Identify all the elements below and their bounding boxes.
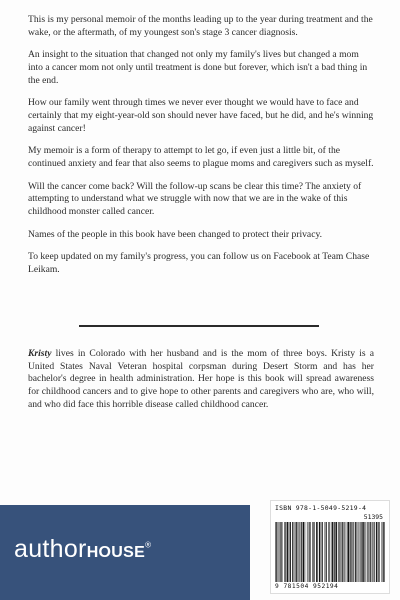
barcode-bar xyxy=(355,522,356,582)
barcode-bar xyxy=(334,522,335,582)
author-bio-text: lives in Colorado with her husband and is the mom of three boys. Kristy is a United States Naval Veteran hospital corpsman during Desert Storm and has her bachelor's degree in health administration. Her hope is this book will spread awareness for childhood cancers and to give hope to other parents and caregivers who are, who will, and who did face this horrible disease called childhood cancer. xyxy=(28,348,374,410)
barcode-bar xyxy=(326,522,327,582)
barcode-bar xyxy=(342,522,343,582)
barcode-bar xyxy=(280,522,281,582)
publisher-logo xyxy=(14,535,151,564)
barcode-bar xyxy=(290,522,291,582)
barcode-bar xyxy=(319,522,320,582)
barcode-bar xyxy=(363,522,364,582)
barcode-bar xyxy=(296,522,297,582)
barcode-bar xyxy=(321,522,322,582)
barcode-bar xyxy=(363,522,364,582)
barcode-bar xyxy=(280,522,281,582)
logo-registered-mark: ® xyxy=(145,540,152,550)
barcode-bar xyxy=(350,522,351,582)
barcode-bar xyxy=(367,522,368,582)
barcode-bar xyxy=(329,522,330,582)
barcode-bar xyxy=(360,522,361,582)
barcode-bar xyxy=(366,522,367,582)
barcode-bar xyxy=(364,522,365,582)
barcode-bar xyxy=(378,522,379,582)
barcode-bar xyxy=(374,522,375,582)
barcode-bar xyxy=(378,522,379,582)
barcode-bar xyxy=(294,522,295,582)
barcode-bar xyxy=(309,522,310,582)
ean-number: 9 781504 952194 xyxy=(275,583,339,590)
barcode-bar xyxy=(325,522,326,582)
barcode-bar xyxy=(293,522,294,582)
barcode-bar xyxy=(310,522,311,582)
barcode-bar xyxy=(301,522,302,582)
price-code: 51395 xyxy=(363,513,383,521)
barcode-bar xyxy=(301,522,302,582)
barcode-bar xyxy=(277,522,278,582)
logo-house: HOUSE xyxy=(86,544,146,561)
blurb-paragraph-2: An insight to the situation that changed not only my family's lives but changed a mom into a cancer mom not only until treatment is done but forever, which isn't a bad thing in the end. xyxy=(28,49,368,86)
divider-rule xyxy=(79,325,319,327)
barcode-bar xyxy=(286,522,287,582)
barcode-bar xyxy=(382,522,383,582)
barcode-bar xyxy=(314,522,315,582)
barcode-bar xyxy=(351,522,352,582)
barcode-bar xyxy=(309,522,310,582)
barcode-bar xyxy=(332,522,333,582)
barcode-bar xyxy=(353,522,354,582)
barcode-bar xyxy=(312,522,313,582)
barcode-bar xyxy=(347,522,348,582)
barcode-bar xyxy=(292,522,293,582)
barcode-bar xyxy=(383,522,384,582)
barcode-bar xyxy=(383,522,384,582)
blurb-paragraph-1: This is my personal memoir of the months leading up to the year during treatment and the wake, or the aftermath, of my youngest son's stage 3 cancer diagnosis. xyxy=(28,14,373,38)
barcode-bar xyxy=(384,522,385,582)
barcode-bar xyxy=(307,522,308,582)
author-name: Kristy xyxy=(28,348,52,359)
barcode-bars xyxy=(275,522,385,582)
barcode-bar xyxy=(339,522,340,582)
barcode-bar xyxy=(317,522,318,582)
barcode-bar xyxy=(343,522,344,582)
barcode-panel xyxy=(270,500,390,594)
barcode-bar xyxy=(319,522,320,582)
barcode-bar xyxy=(356,522,357,582)
barcode-bar xyxy=(282,522,283,582)
barcode-bar xyxy=(337,522,338,582)
barcode-bar xyxy=(275,522,276,582)
barcode-bar xyxy=(362,522,363,582)
barcode-bar xyxy=(302,522,303,582)
blurb-paragraph-6: Names of the people in this book have been changed to protect their privacy. xyxy=(28,228,323,240)
barcode-bar xyxy=(316,522,317,582)
barcode-bar xyxy=(344,522,345,582)
barcode-bar xyxy=(371,522,372,582)
barcode-bar xyxy=(379,522,380,582)
barcode-bar xyxy=(304,522,305,582)
barcode-bar xyxy=(298,522,299,582)
blurb-paragraph-3: How our family went through times we never ever thought we would have to face and certainly that my eight-year-old son should never have faced, but he did, and he's winning against cancer! xyxy=(28,97,374,134)
logo-author: author xyxy=(14,535,87,563)
barcode-bar xyxy=(349,522,350,582)
barcode-bar xyxy=(368,522,369,582)
barcode-bar xyxy=(276,522,277,582)
barcode-bar xyxy=(341,522,342,582)
barcode-bar xyxy=(313,522,314,582)
barcode-bar xyxy=(361,522,362,582)
barcode-bar xyxy=(376,522,377,582)
author-bio xyxy=(28,348,374,411)
barcode-bar xyxy=(326,522,327,582)
barcode-bar xyxy=(331,522,332,582)
barcode-bar xyxy=(296,522,297,582)
barcode-bar xyxy=(342,522,343,582)
blurb-paragraph-7: To keep updated on my family's progress, you can follow us on Facebook at Team Chase Leikam. xyxy=(28,251,370,275)
barcode-bar xyxy=(288,522,289,582)
barcode-bar xyxy=(303,522,304,582)
barcode-bar xyxy=(346,522,347,582)
barcode-bar xyxy=(278,522,279,582)
barcode-bar xyxy=(284,522,285,582)
barcode-bar xyxy=(333,522,334,582)
blurb-paragraph-4: My memoir is a form of therapy to attempt to let go, if even just a little bit, of the continued anxiety and fear that also seems to plague moms and caregivers such as myself. xyxy=(28,145,374,169)
barcode-bar xyxy=(322,522,323,582)
barcode-bar xyxy=(334,522,335,582)
barcode-bar xyxy=(336,522,337,582)
barcode-bar xyxy=(376,522,377,582)
barcode-bar xyxy=(359,522,360,582)
barcode-bar xyxy=(317,522,318,582)
barcode-bar xyxy=(322,522,323,582)
isbn-text: ISBN 978-1-5049-5219-4 xyxy=(275,504,367,512)
barcode-bar xyxy=(353,522,354,582)
barcode-bar xyxy=(281,522,282,582)
barcode-bar xyxy=(287,522,288,582)
blurb xyxy=(28,14,374,287)
barcode-bar xyxy=(372,522,373,582)
barcode-bar xyxy=(297,522,298,582)
barcode-bar xyxy=(355,522,356,582)
barcode-bar xyxy=(370,522,371,582)
barcode-bar xyxy=(370,522,371,582)
barcode-bar xyxy=(328,522,329,582)
barcode-bar xyxy=(305,522,306,582)
barcode-bar xyxy=(299,522,300,582)
barcode-bar xyxy=(358,522,359,582)
barcode-bar xyxy=(374,522,375,582)
barcode-bar xyxy=(285,522,286,582)
barcode-bar xyxy=(348,522,349,582)
barcode-bar xyxy=(289,522,290,582)
barcode-bar xyxy=(338,522,339,582)
barcode-bar xyxy=(335,522,336,582)
blurb-paragraph-5: Will the cancer come back? Will the follow-up scans be clear this time? The anxiety of attempting to understand what we struggle with now that we are in the wake of this childhood monster called cancer. xyxy=(28,180,362,217)
barcode-bar xyxy=(350,522,351,582)
barcode-bar xyxy=(290,522,291,582)
